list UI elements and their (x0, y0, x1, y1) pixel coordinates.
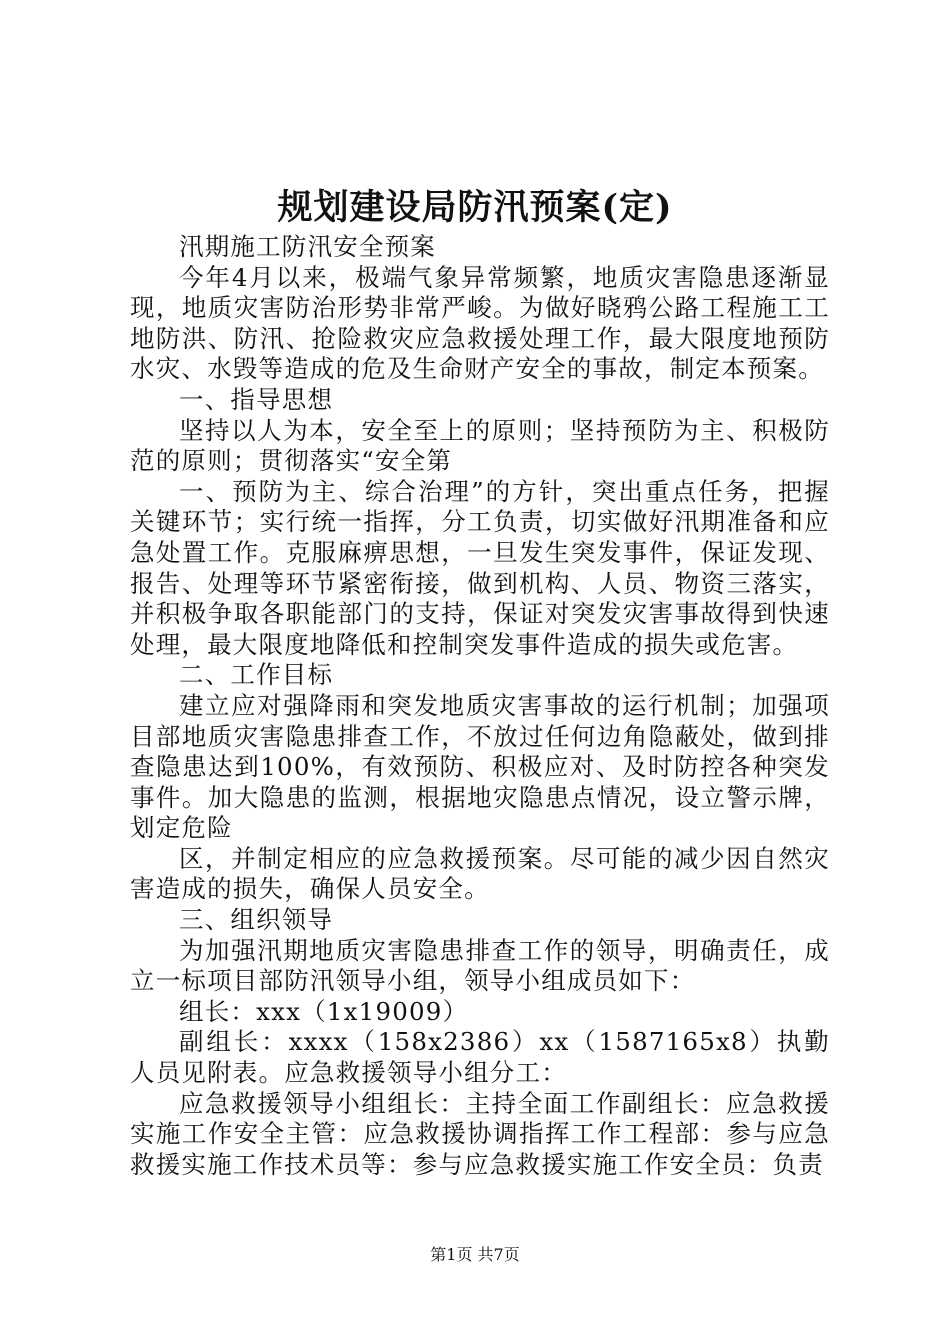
page-footer: 第1页 共7页 (430, 1245, 520, 1264)
document-title: 规划建设局防汛预案(定) (277, 187, 673, 228)
body-paragraph: 坚持以人为本，安全至上的原则；坚持预防为主、积极防范的原则；贯彻落实“安全第 (130, 415, 830, 476)
section-heading: 三、组织领导 (179, 905, 334, 935)
section-heading: 二、工作目标 (179, 660, 334, 690)
section-heading: 一、指导思想 (179, 384, 334, 414)
body-paragraph: 副组长：xxxx（158x2386）xx（1587165x8）执勤人员见附表。应急救援领导小组分工： (130, 1027, 830, 1088)
body-paragraph: 建立应对强降雨和突发地质灾害事故的运行机制；加强项目部地质灾害隐患排查工作，不放过任何边角隐蔽处，做到排查隐患达到100%，有效预防、积极应对、及时防控各种突发事件。加大隐患的监测，根据地灾隐患点情况，设立警示牌，划定危险 (130, 690, 830, 843)
body-paragraph: 今年4月以来，极端气象异常频繁，地质灾害隐患逐渐显现，地质灾害防治形势非常严峻。为做好晓鸦公路工程施工工地防洪、防汛、抢险救灾应急救援处理工作，最大限度地预防水灾、水毁等造成的危及生命财产安全的事故，制定本预案。 (130, 262, 830, 384)
body-paragraph: 区，并制定相应的应急救援预案。尽可能的减少因自然灾害造成的损失，确保人员安全。 (130, 843, 830, 904)
document-body (130, 232, 830, 1180)
body-paragraph: 应急救援领导小组组长：主持全面工作副组长：应急救援实施工作安全主管：应急救援协调指挥工作工程部：参与应急救援实施工作技术员等：参与应急救援实施工作安全员：负责 (130, 1088, 830, 1179)
section-heading: 汛期施工防汛安全预案 (179, 232, 436, 261)
body-paragraph: 组长：xxx（1x19009） (179, 996, 469, 1026)
body-paragraph: 为加强汛期地质灾害隐患排查工作的领导，明确责任，成立一标项目部防汛领导小组，领导小组成员如下： (130, 935, 830, 996)
body-paragraph: 一、预防为主、综合治理”的方针，突出重点任务，把握关键环节；实行统一指挥，分工负责，切实做好汛期准备和应急处置工作。克服麻痹思想，一旦发生突发事件，保证发现、报告、处理等环节紧密衔接，做到机构、人员、物资三落实，并积极争取各职能部门的支持，保证对突发灾害事故得到快速处理，最大限度地降低和控制突发事件造成的损失或危害。 (130, 476, 830, 659)
